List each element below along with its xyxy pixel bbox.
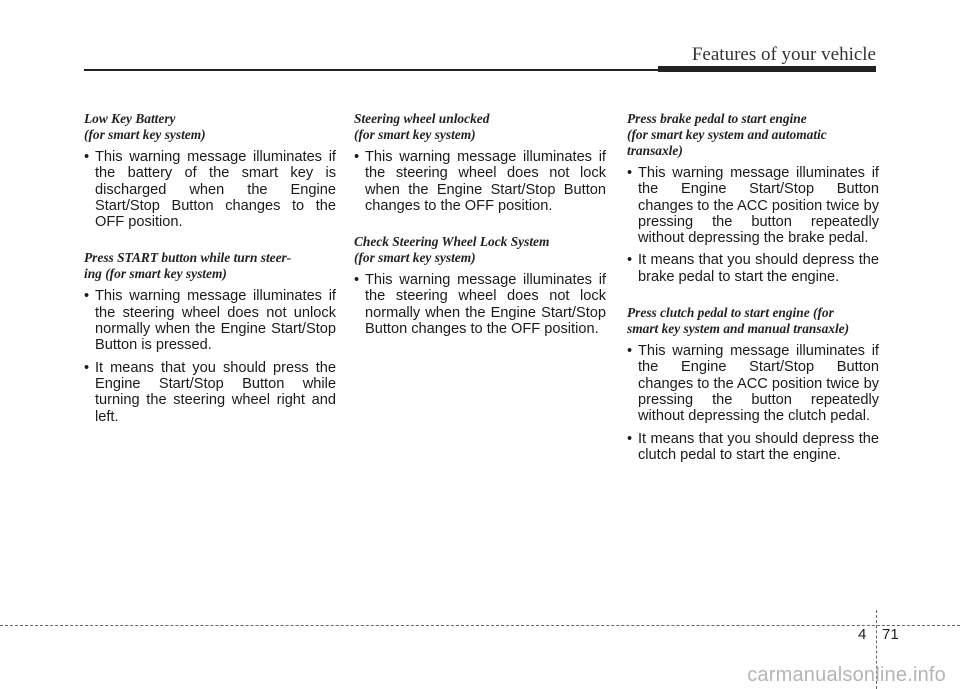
column-3 <box>627 111 879 483</box>
section-press-brake-pedal <box>627 111 879 285</box>
section-heading: Press clutch pedal to start engine (for smart key system and manual transaxle) <box>627 305 850 337</box>
section-heading: Check Steering Wheel Lock System (for smart key system) <box>354 234 550 266</box>
section-heading: Low Key Battery (for smart key system) <box>84 111 206 142</box>
bullet-item: • This warning message illuminates if the steering wheel does not unlock normally when the Engine Start/Stop Button is pressed. <box>84 288 336 353</box>
bullet-item: • It means that you should press the Engine Start/Stop Button while turning the steering wheel right and left. <box>84 360 336 425</box>
section-steering-wheel-unlocked <box>354 111 606 214</box>
bullet-item: • It means that you should depress the brake pedal to start the engine. <box>627 252 879 285</box>
section-low-key-battery <box>84 111 336 230</box>
bullet-item: • This warning message illuminates if the steering wheel does not lock normally when the Engine Start/Stop Button changes to the OFF position. <box>354 272 606 337</box>
column-1 <box>84 111 336 445</box>
bullet-item: • This warning message illuminates if the Engine Start/Stop Button changes to the ACC position twice by pressing the button repeatedly without depressing the brake pedal. <box>627 165 879 246</box>
running-header: Features of your vehicle <box>691 44 876 65</box>
header-rule-accent <box>658 66 876 72</box>
bullet-item: • This warning message illuminates if the steering wheel does not lock when the Engine Start/Stop Button changes to the OFF position. <box>354 149 606 214</box>
section-press-start-button <box>84 250 336 424</box>
section-heading: Steering wheel unlocked (for smart key system) <box>354 111 490 142</box>
page-number: 71 <box>882 626 899 643</box>
bullet-item: • This warning message illuminates if the battery of the smart key is discharged when the Engine Start/Stop Button changes to the OFF position. <box>84 149 336 230</box>
section-heading: Press brake pedal to start engine (for smart key system and automatic transaxle) <box>627 111 827 158</box>
column-2 <box>354 111 606 357</box>
bullet-item: • This warning message illuminates if the Engine Start/Stop Button changes to the ACC position twice by pressing the button repeatedly without depressing the clutch pedal. <box>627 343 879 424</box>
section-press-clutch-pedal <box>627 305 879 463</box>
bullet-item: • It means that you should depress the clutch pedal to start the engine. <box>627 431 879 464</box>
footer-dashed-rule <box>0 625 960 626</box>
watermark-text: carmanualsonline.info <box>747 664 946 686</box>
section-heading: Press START button while turn steer- ing (for smart key system) <box>84 250 292 282</box>
section-check-steering-wheel-lock <box>354 234 606 337</box>
chapter-number: 4 <box>858 626 867 643</box>
